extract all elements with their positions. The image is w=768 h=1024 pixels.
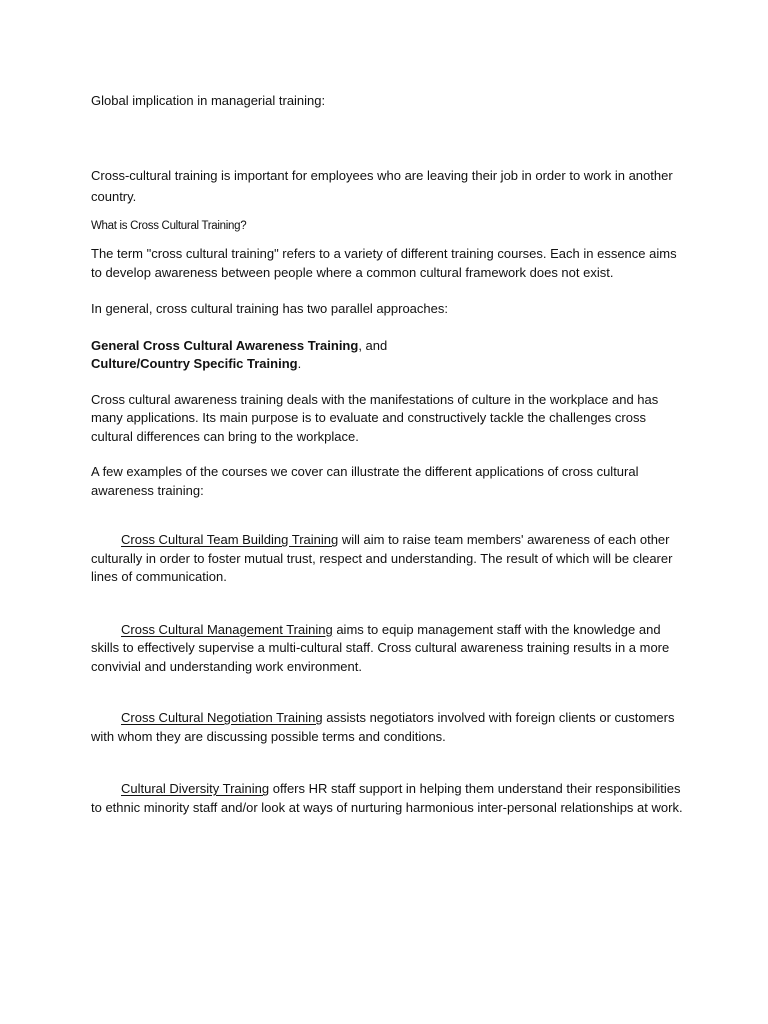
course-name: Cultural Diversity Training [121, 781, 270, 796]
question-heading: What is Cross Cultural Training? [91, 219, 247, 232]
course-description: offers HR staff support in helping them understand their responsibilities to ethnic minority staff and/or look at ways of nurturing harmonious inter-personal relationships at work. [91, 781, 683, 815]
course-name: Cross Cultural Negotiation Training [121, 710, 323, 725]
approach-item [91, 337, 691, 356]
examples-intro: A few examples of the courses we cover can illustrate the different applications of cross cultural awareness training: [91, 464, 639, 498]
course-paragraph [91, 621, 691, 677]
awareness-paragraph: Cross cultural awareness training deals with the manifestations of culture in the workplace and has many applications. Its main purpose is to evaluate and constructively tackle the challenges cross cultural differences can bring to the workplace. [91, 391, 659, 444]
course-paragraph [91, 531, 691, 587]
approach-name: Culture/Country Specific Training [91, 356, 298, 371]
document-title: Global implication in managerial training: [91, 93, 326, 108]
approaches-intro: In general, cross cultural training has two parallel approaches: [91, 301, 448, 316]
intro-paragraph: Cross-cultural training is important for employees who are leaving their job in order to work in another country. [91, 167, 673, 204]
approach-suffix: , and [358, 337, 388, 353]
approach-name: General Cross Cultural Awareness Training [91, 337, 359, 353]
course-paragraph [91, 709, 691, 746]
approach-suffix: . [297, 356, 302, 371]
approach-item [91, 355, 691, 374]
term-paragraph: The term "cross cultural training" refers to a variety of different training courses. Each in essence aims to develop awareness between people where a common cultural framework does not exist. [91, 246, 677, 280]
course-description: assists negotiators involved with foreign clients or customers with whom they are discussing possible terms and conditions. [91, 710, 675, 744]
document-body [91, 92, 691, 817]
approaches-list [91, 337, 691, 374]
course-name: Cross Cultural Management Training [121, 621, 333, 637]
course-name: Cross Cultural Team Building Training [121, 532, 339, 547]
course-paragraph [91, 780, 691, 817]
course-description: aims to equip management staff with the knowledge and skills to effectively supervise a multi-cultural staff. Cross cultural awareness training results in a more convivial and understanding work environment. [91, 621, 670, 674]
course-description: will aim to raise team members' awareness of each other culturally in order to foster mutual trust, respect and understanding. The result of which will be clearer lines of communication. [91, 532, 673, 584]
